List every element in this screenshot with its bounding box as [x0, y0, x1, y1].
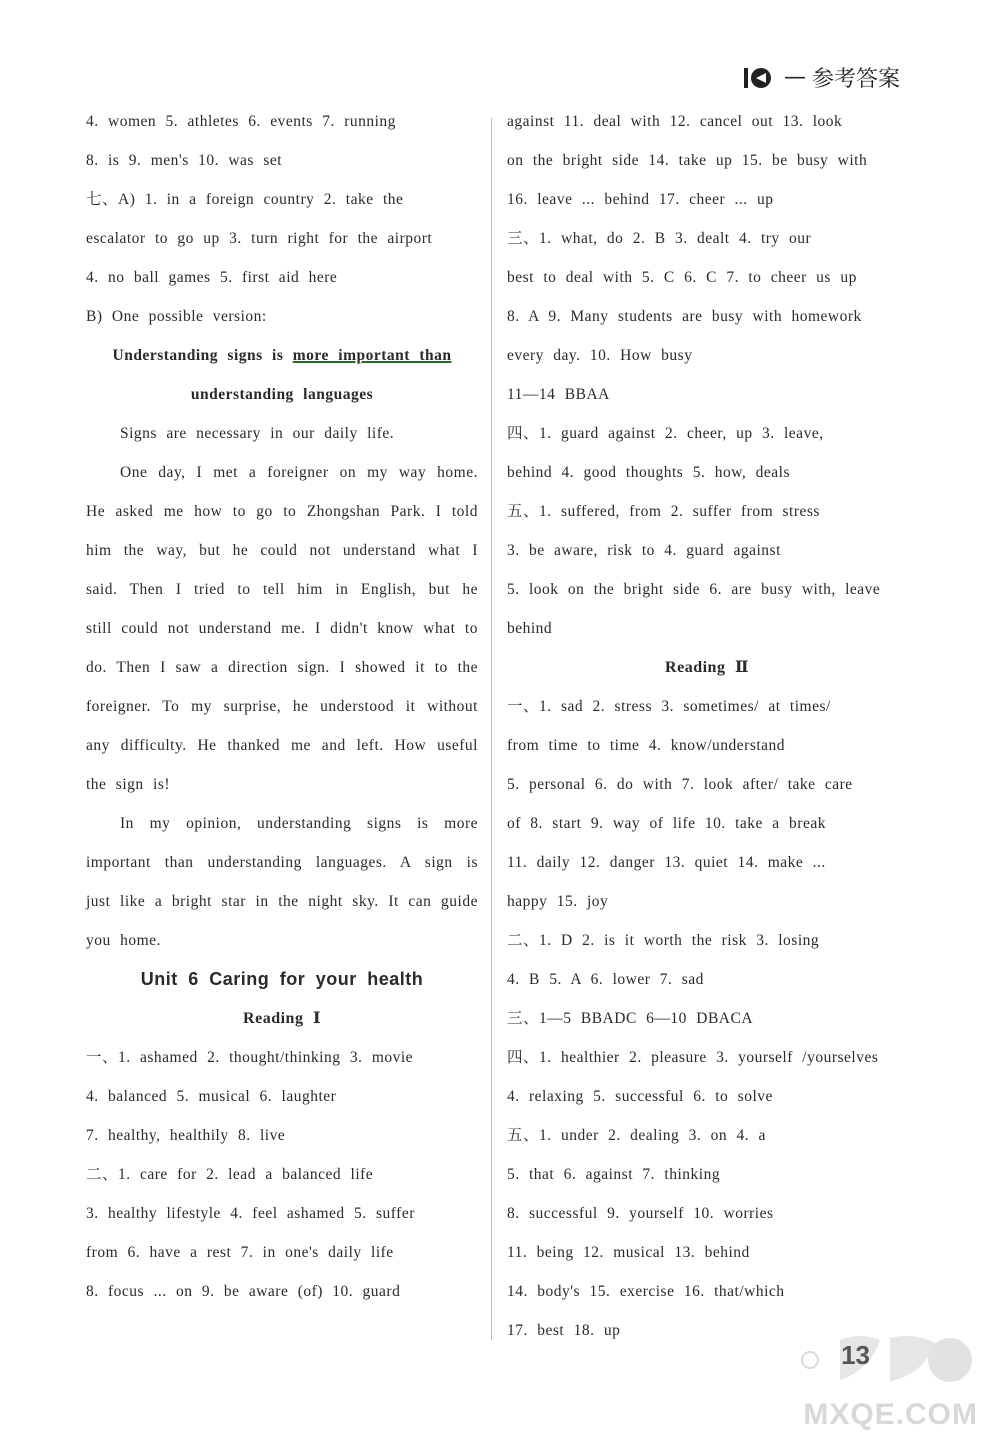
answer-line: 4. women 5. athletes 6. events 7. running [86, 113, 396, 130]
reading-1-title: Reading Ⅰ [243, 1010, 321, 1027]
answer-line: 4. balanced 5. musical 6. laughter [86, 1088, 337, 1105]
version-label: B) One possible version: [86, 308, 267, 325]
header-dash: — [783, 65, 806, 90]
answer-line: 二、1. care for 2. lead a balanced life [86, 1166, 374, 1183]
answer-line: against 11. deal with 12. cancel out 13. look [507, 113, 843, 130]
answer-line: 8. is 9. men's 10. was set [86, 152, 283, 169]
answer-line: 11—14 BBAA [507, 386, 610, 403]
answer-line: 3. be aware, risk to 4. guard against [507, 542, 781, 559]
answer-line: happy 15. joy [507, 893, 609, 910]
watermark-text: MXQE.COM [803, 1398, 978, 1431]
essay-title-line-1 [86, 336, 478, 375]
page-number: 13 [841, 1340, 870, 1370]
answer-line: on the bright side 14. take up 15. be busy with [507, 152, 868, 169]
answer-line: 五、1. under 2. dealing 3. on 4. a [507, 1127, 766, 1144]
book-logo-icon [742, 65, 778, 91]
answer-line: best to deal with 5. C 6. C 7. to cheer us up [507, 269, 857, 286]
column-divider [491, 118, 492, 1340]
answer-line: 4. B 5. A 6. lower 7. sad [507, 971, 704, 988]
answer-line: every day. 10. How busy [507, 347, 693, 364]
answer-line: 11. being 12. musical 13. behind [507, 1244, 750, 1261]
answer-line: 5. personal 6. do with 7. look after/ take care [507, 776, 853, 793]
right-column [507, 102, 907, 1350]
essay-paragraph-1: Signs are necessary in our daily life. [120, 425, 395, 442]
answer-line: 8. focus ... on 9. be aware (of) 10. guard [86, 1283, 401, 1300]
answer-line: from time to time 4. know/understand [507, 737, 786, 754]
answer-line: 三、1. what, do 2. B 3. dealt 4. try our [507, 230, 812, 247]
answer-line: 三、1—5 BBADC 6—10 DBACA [507, 1010, 754, 1027]
answer-line: behind [507, 620, 553, 637]
reading-2-title: Reading Ⅱ [665, 659, 749, 676]
essay-paragraph-2: One day, I met a foreigner on my way home. He asked me how to go to Zhongshan Park. I told him the way, but he could not understand what I said. Then I tried to tell him in English, but he still could not understand me. I didn't know what to do. Then I saw a direction sign. I showed it to the foreigner. To my surprise, he understood it without any difficulty. He thanked me and left. How useful the sign is! [86, 464, 478, 793]
answer-line: 7. healthy, healthily 8. live [86, 1127, 286, 1144]
essay-paragraph-3: In my opinion, understanding signs is more important than understanding languages. A sign is just like a bright star in the night sky. It can guide you home. [86, 815, 478, 949]
answer-line: 8. successful 9. yourself 10. worries [507, 1205, 774, 1222]
page-header [742, 62, 900, 93]
answer-line: 11. daily 12. danger 13. quiet 14. make ... [507, 854, 826, 871]
essay-title-line-2: understanding languages [190, 386, 374, 403]
answer-line: 二、1. D 2. is it worth the risk 3. losing [507, 932, 820, 949]
answer-line: 5. that 6. against 7. thinking [507, 1166, 721, 1183]
answer-line: from 6. have a rest 7. in one's daily life [86, 1244, 394, 1261]
essay-title-underlined: more important than [292, 347, 452, 364]
left-column [86, 102, 478, 1311]
answer-line: escalator to go up 3. turn right for the airport [86, 230, 433, 247]
essay-title-text: Understanding signs is [112, 347, 293, 364]
answer-line: 四、1. guard against 2. cheer, up 3. leave, [507, 425, 824, 442]
answer-line: 16. leave ... behind 17. cheer ... up [507, 191, 774, 208]
header-title: 参考答案 [811, 67, 900, 92]
answer-line: of 8. start 9. way of life 10. take a break [507, 815, 826, 832]
answer-line: 14. body's 15. exercise 16. that/which [507, 1283, 785, 1300]
answer-line: 4. no ball games 5. first aid here [86, 269, 338, 286]
answer-line: behind 4. good thoughts 5. how, deals [507, 464, 790, 481]
unit-title: Unit 6 Caring for your health [140, 969, 424, 989]
answer-line: 3. healthy lifestyle 4. feel ashamed 5. suffer [86, 1205, 415, 1222]
answer-line: 8. A 9. Many students are busy with homework [507, 308, 862, 325]
answer-line: 七、A) 1. in a foreign country 2. take the [86, 191, 404, 208]
answer-line: 5. look on the bright side 6. are busy with, leave [507, 581, 881, 598]
answer-line: 一、1. ashamed 2. thought/thinking 3. movie [86, 1049, 414, 1066]
answer-line: 四、1. healthier 2. pleasure 3. yourself /yourselves [507, 1049, 879, 1066]
answer-line: 17. best 18. up [507, 1322, 621, 1339]
answer-line: 4. relaxing 5. successful 6. to solve [507, 1088, 773, 1105]
answer-line: 一、1. sad 2. stress 3. sometimes/ at times/ [507, 698, 831, 715]
answer-line: 五、1. suffered, from 2. suffer from stress [507, 503, 820, 520]
